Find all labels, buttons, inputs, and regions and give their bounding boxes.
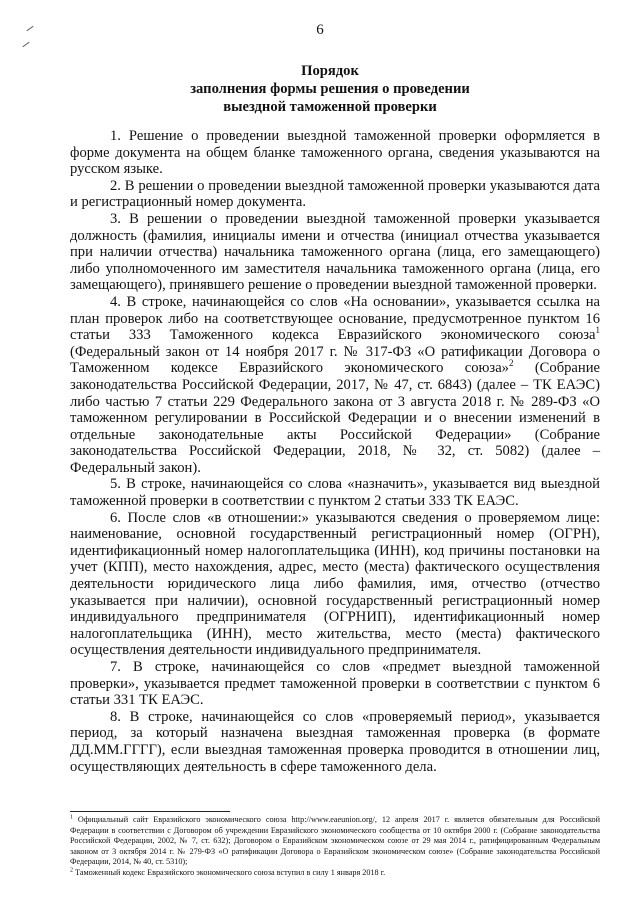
paragraph-text: 1. Решение о проведении выездной таможенной проверки оформляется в форме документа на общем бланке таможенного органа, сведения указываются на русском языке. <box>70 128 600 178</box>
margin-mark <box>22 42 29 47</box>
paragraph-1 <box>70 128 600 178</box>
paragraph-2 <box>70 178 600 211</box>
footnote-mark: 2 <box>70 867 73 874</box>
paragraph-text: (Федеральный закон от 14 ноября 2017 г. № 317-ФЗ «О ратификации Договора о Таможенном кодексе Евразийского экономического союза» <box>70 343 600 377</box>
body-text <box>70 128 600 775</box>
footnotes <box>70 815 600 879</box>
paragraph-text: 7. В строке, начинающейся со слов «предмет выездной таможенной проверки», указывается предмет таможенной проверки в соответствии с пунктом 6 статьи 331 ТК ЕАЭС. <box>70 659 600 709</box>
footnote-ref[interactable]: 2 <box>508 358 514 369</box>
paragraph-text: 3. В решении о проведении выездной таможенной проверки указывается должность (фамилия, инициалы имени и отчества (инициал отчества указывается при наличии отчества) начальника таможенного органа (лица, его замещающего) либо уполномоченного им заместителя начальника таможенного органа (лица, его замещающего), принявшего решение о проведении выездной таможенной проверки. <box>70 210 600 294</box>
footnote-text: Официальный сайт Евразийского экономического союза http://www.eaeunion.org/, 12 апреля 2017 г. является обязательным для Российской Федерации в соответствии с Договором об учреждении Евразийского экономического сообщества от 10 октября 2000 г. (Собрание законодательства Российской Федерации, 2002, № 7, ст. 632); Договором о Евразийском экономическом союзе от 29 мая 2014 г., ратифицированным Федеральным законом от 3 октября 2014 г. № 279-ФЗ «О ратификации Договора о Евразийском экономическом союзе» (Собрание законодательства Российской Федерации, 2014, № 40, ст. 5310); <box>70 815 600 867</box>
footnote-mark: 1 <box>70 814 73 821</box>
paragraph-text: 2. В решении о проведении выездной таможенной проверки указываются дата и регистрационный номер документа. <box>70 177 600 211</box>
paragraph-6 <box>70 510 600 659</box>
footnote-2 <box>70 868 600 879</box>
paragraph-5 <box>70 476 600 509</box>
paragraph-text: 5. В строке, начинающейся со слова «назначить», указывается вид выездной таможенной проверки в соответствии с пунктом 2 статьи 333 ТК ЕАЭС. <box>70 476 600 510</box>
paragraph-3 <box>70 211 600 294</box>
footnote-1 <box>70 815 600 868</box>
document-title <box>60 62 600 116</box>
page-number: 6 <box>316 22 324 38</box>
title-line: заполнения формы решения о проведении <box>190 81 470 97</box>
title-line: Порядок <box>301 63 359 79</box>
footnote-ref[interactable]: 1 <box>595 325 600 336</box>
paragraph-7 <box>70 659 600 709</box>
paragraph-4 <box>70 294 600 477</box>
paragraph-text: 4. В строке, начинающейся со слов «На основании», указывается ссылка на план проверок либо на соответствующее основание, предусмотренное пунктом 16 статьи 333 Таможенного кодекса Евразийского экономического союза <box>70 293 600 344</box>
paragraph-8 <box>70 709 600 775</box>
paragraph-text: 6. После слов «в отношении:» указываются сведения о проверяемом лице: наименование, основной государственный регистрационный номер (ОГРН), идентификационный номер налогоплательщика (ИНН), код причины постановки на учет (КПП), место нахождения, адрес, место (места) фактического осуществления деятельности юридического лица либо фамилия, имя, отчество (отчество указывается при наличии), основной государственный регистрационный номер индивидуального предпринимателя (ОГРНИП), идентификационный номер налогоплательщика (ИНН), место жительства, место (места) фактического осуществления деятельности индивидуального предпринимателя. <box>70 509 600 659</box>
paragraph-text: (Собрание законодательства Российской Федерации, 2017, № 47, ст. 6843) (далее – ТК ЕАЭС) либо частью 7 статьи 229 Федерального закона от 3 августа 2018 г. № 289-ФЗ «О таможенном регулировании в Российской Федерации и о внесении изменений в отдельные законодательные акты Российской Федерации» (Собрание законодательства Российской Федерации, 2018, № 32, ст. 5082) (далее – Федеральный закон). <box>70 360 601 476</box>
paragraph-text: 8. В строке, начинающейся со слов «проверяемый период», указывается период, за который назначена выездная таможенная проверка (в формате ДД.ММ.ГГГГ), если выездная таможенная проверка проводится в отношении лиц, осуществляющих деятельность в сфере таможенного дела. <box>70 708 600 775</box>
footnote-divider <box>70 811 230 812</box>
title-line: выездной таможенной проверки <box>223 99 437 115</box>
footnote-text: Таможенный кодекс Евразийского экономического союза вступил в силу 1 января 2018 г. <box>73 867 386 877</box>
